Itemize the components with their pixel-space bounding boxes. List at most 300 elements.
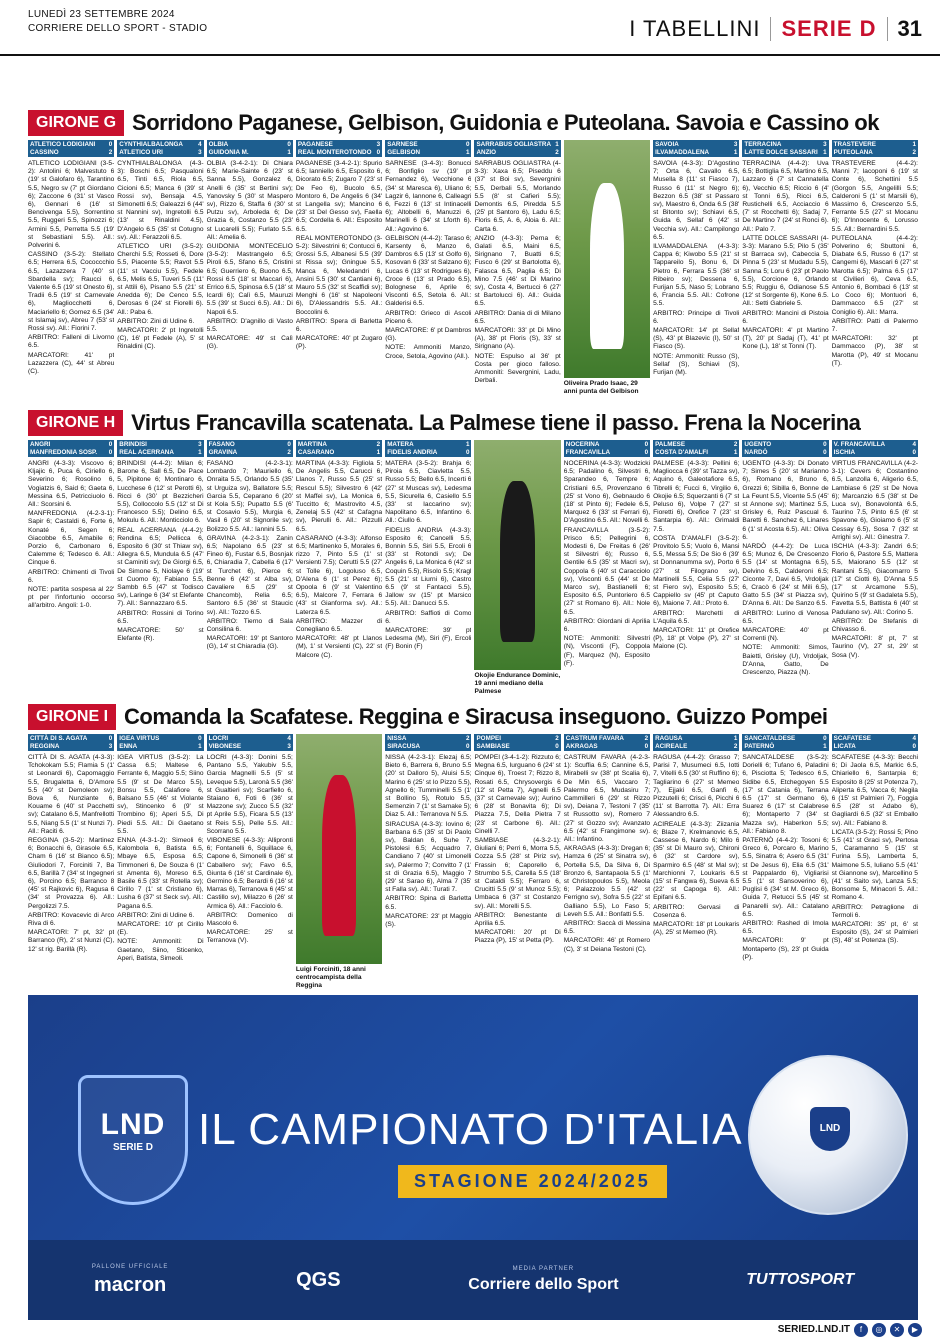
team-name: REAL MONTEROTONDO [297,148,372,156]
team-name: NARDÒ [744,448,768,456]
team-goals: 1 [733,735,738,742]
away-team-row [209,149,291,157]
match-report [117,140,203,402]
team-name: LICATA [833,742,856,750]
match-report [653,440,739,696]
report-paragraph: IGEA VIRTUS (3-5-2): La Cassa 6.5; Maltese 6, Ferrante 6, Maggio 5.5; Siino 5.5 (9' st De Marco 5.5), Bonsu 5.5, Calafiore 6, Balsano 5.5 (46' st Violante sv), Stincenko 6 (9' st Trombino 6); Aperi 5.5, Di Piedi 5.5. All.: Di Gaetano 5.5. [117,754,204,835]
team-goals: 2 [555,735,559,742]
team-name: REAL ACERRANA [119,448,174,456]
report-paragraph: RAGUSA (4-4-2): Grasso 7; Parisi 7, Musumeci 6.5, Iotti 7, Vitelli 6.5 (30' st Ruffino 6); Tagliarino 6 (27' st Memeo 7), Ejjaki 6.5, Ganfi 6, Pizzutelli 6; Crisci 6, Picchi 6 (11' st Barrotta 7). All.: Erra Alessandro 6.5. [653,754,740,819]
team-name: ILVAMADDALENA [655,148,710,156]
group-h-columns [28,440,918,696]
report-paragraph: PATERNÒ (4-4-2): Tosoni 6; Greco 6, Porcaro 6, Marino 5.5, Sinatra 6; Asero 6.5 (31' st De Jesus 6), Elia 6.5 (31' st Pappalardo 6), Vigliarisi 5.5 (1' st Sansoverino 6), Puglisi 6 (34' st M. Greco 6), Guida 7, Retucci 5.5 (45' st Panarelli sv). All.: Catalano 6.5. [742,837,829,918]
home-team-row [30,441,112,449]
group-i-banner [28,702,918,732]
away-team-row [119,149,201,157]
match-report [474,140,560,402]
team-name: NOCERINA [565,441,600,448]
away-team-row [744,149,826,157]
scoreline [207,140,293,157]
home-team-row [566,735,648,743]
team-name: CYNTHIALBALONGA [119,141,183,148]
scoreline [832,140,918,157]
team-goals: 3 [733,141,738,148]
home-team-row [30,735,112,743]
report-paragraph: CITTÀ DI S. AGATA (4-3-3): Tchokokam 5.5; Flamia 5 (1' st Leonardi 6), Capomaggio 5.5, Brugaletta 6, D'Amore 5.5 (40' st Demoleon sv); Bova 6, Nunziante 6, Kouame 6 (40' st Pacchetti sv); Catalano 6.5, Manfrellotti 5.5, Niang 5.5 (1' st Nunzi 7). All.: Raciti 6. [28,754,115,835]
team-goals: 2 [555,148,559,156]
report-paragraph: MARCATORI: 41' pt Lazazzera (C), 44' st Abreu (C). [28,351,115,376]
sponsor-name: macron [94,1273,167,1296]
ball-logo: LND [810,1107,850,1151]
sponsor-qgs [296,1269,340,1292]
ad-season: STAGIONE 2024/2025 [398,1165,667,1198]
team-name: SIRACUSA [387,742,421,750]
report-paragraph: ARBITRO: Grieco di Ascoli Piceno 6. [385,309,472,325]
report-paragraph: TERRACINA (4-4-2): Uva 6.5; Bottiglia 6.5, Martino 6.5, Lazzaro 6 (7' st Cannatella 6), Vecchio 6.5; Riccio 6 (4' st Tonni 6.5), Ricci 6.5, Rustichelli 6.5, Acciaccio 6 (7' st Rocchetti 6); Sadaj 7, De Martino 7 (24' st Ronci 6). All.: Palo 7. [742,160,829,233]
report-paragraph: MARCATORI: 9' pt Montaperto (S), 23' pt Guida (P). [742,937,829,961]
scoreline [832,440,918,457]
scoreline [117,140,203,157]
match-report [742,440,828,696]
team-name: GUIDONIA M. [208,148,249,156]
report-paragraph: ILVAMADDALENA (4-3-3): Cappa 6; Kiwobo 5.5 (21' st Tappareilo 5), Bonu 6, Di Pietro 6, Ferrara 5.5 (36' st Ribeiro sv); Dessena 6, Furijan 5.5, Naso 5; Lobrano 6, Francia 5.5. All.: Cofrone 5.5. [653,243,740,308]
team-goals: 0 [465,742,470,750]
report-paragraph: ARBITRO: D'agnillo di Vasto 5.5. [206,317,293,334]
scoreline [742,734,828,751]
home-team-row [744,141,826,149]
lnd-advertisement [28,995,918,1320]
team-goals: 2 [108,148,113,156]
scoreline [832,734,918,751]
team-goals: 2 [465,735,470,742]
team-goals: 1 [823,742,827,750]
away-team-row [834,149,916,157]
team-goals: 1 [912,141,916,148]
home-team-row [834,141,916,149]
match-report [296,140,382,402]
report-paragraph: ARBITRO: Rashed di Imola 6.5. [742,920,829,936]
match-report [28,140,114,402]
home-team-row [655,141,737,149]
home-team-row [298,441,380,449]
photo-caption: Okojie Endurance Dominic, 19 anni mediano della Palmese [474,672,561,695]
group-i-columns [28,734,918,990]
team-name: V. FRANCAVILLA [833,441,886,448]
team-goals: 3 [198,148,202,156]
team-name: PALMESE [655,441,686,448]
scoreline [653,734,739,751]
team-name: ACIREALE [655,742,688,750]
team-goals: 0 [465,141,470,148]
report-paragraph: ISCHIA (4-3-3): Zandri 6.5; Florio 6, Pastore 5.5, Mattera 5.5, Maiorano 5.5 (12' st Rantani 5.5), Giacomarro 5 (17' st Ciotti 6), D'Anna 5.5 (17' st Arcamone 5.5), Quirino 5 (9' st Gadaleta 5.5), Favetta 5.5, Battista 6 (40' st Padulano sv). All.: Corino 5. [831,543,918,616]
report-paragraph: ARBITRO: Mazzer di Conegliano 6.5. [295,617,383,634]
team-name: TRASTEVERE [833,141,877,148]
team-name: MANFREDONIA SOSP. [30,448,98,456]
scoreline [296,140,382,157]
away-team-row [387,743,469,751]
report-paragraph: ARBITRO: Domenico di Mascolo 6. [206,911,293,928]
player-photo-column [296,734,382,990]
away-team-row [834,449,916,457]
report-paragraph: NOTE: partita sospesa al 22' pt per l'infortunio occorso all'arbitro. Angoli: 1-0. [28,586,115,610]
team-name: CITTÀ DI S. AGATA [30,735,88,742]
team-name: FIDELIS ANDRIA [387,448,438,456]
report-paragraph: ARBITRO: Marchetti di L'Aquila 6.5. [653,609,740,625]
report-paragraph: ATLETICO LODIGIANI (3-5-2): Antolini 6; Malvestuto 6 (19' st Galofaro 6), Tarantino 5.5, Negro sv (7' pt Giordano 6); Zaccone 6 (31' st Vasco 6), Gennari 6 (16' st Bencivenga 5.5), Sorrentino 5.5, Ruggeri 5.5, Spinozzi 6; Armini 5.5, Perretta 5.5 (19' st Sebastiani 5.5). All.: Polverini 6. [28,160,115,250]
report-paragraph: ACIREALE (4-3-3): Ziizania 6; Blaze 7, Krelmanovic 6.5, Cassese 6, Nardo 6; Milo 6 (35' st Di Mauro sv), Chironi 6 (32' st Cardore sv), Sparmiro 6.5 (48' st Mal sv); Marchionni 7, Loukaris 6.5 (15' st Fangwa 6), Sueva 6.5 (22' st Capoga 6). All.: Epifani 6.5. [653,820,740,902]
team-goals: 1 [733,148,738,156]
team-goals: 0 [644,742,649,750]
sponsor-label: PALLONE UFFICIALE [91,1263,169,1270]
team-name: ANZIO [476,148,497,156]
sponsor-name: TUTTOSPORT [746,1271,855,1288]
team-name: CASARANO [297,448,335,456]
header-meta [28,8,207,36]
report-paragraph: FRANCAVILLA (3-5-2): Prisco 6.5; Pellegrini 6, Modesti 6, De Freitas 6 (26' st Silvestri 6); Russo 6, Gentile 6.5 (35' st Macri sv), Coppola 6 (40' st Caracciolo sv), Visconti 6.5 (44' st De Marco sv), Bastianelli 6; Esposito 6.5, Puntoriero 6.5 (27' st Romano 6). All.: Nole 6.5. [563,526,651,616]
report-paragraph: NOTE: Ammoniti: Russo (S), Sellaf (S), Schiavi (S), Furijan (M). [653,352,740,377]
report-paragraph: NOTE: Espulso al 36' pt Costa per gioco falloso. Ammoniti: Severgnini, Ladu, Derbali. [474,352,561,385]
report-paragraph: MARCATORE: 40' pt Correnti (N). [742,627,829,643]
group-h-banner [28,408,918,438]
match-report [296,440,382,696]
scoreline [28,734,114,751]
home-team-row [298,141,380,149]
team-goals: 1 [823,148,827,156]
report-paragraph: GRAVINA (4-2-3-1): Zanin 6.5; Napolano 6.5 (23' st Fineo 6), Fustar 6.5, Bosnjak 6, Chiaradia 7, Cabella 6 (17' st Turchet 6), Pierce 6; Benne 6 (42' st Alba sv), Cavaliere 6.5 (29' st Chancomb), Relia 6.5; Santoro 6.5 (36' st Staucic sv). All.: Tozzo 6.5. [206,534,293,616]
team-goals: 1 [198,742,202,750]
team-goals: 3 [108,742,113,750]
scoreline [474,734,560,751]
sponsor-tuttosport [746,1271,854,1289]
player-photo [474,440,560,670]
sponsor-corriere [468,1266,618,1294]
away-team-row [744,743,826,751]
report-paragraph: MARCATORE: 39' pt Ledesma (M), Siri (F), Ercoli (F) Bonin (F) [385,627,472,651]
header-paper: CORRIERE DELLO SPORT - STADIO [28,23,208,34]
report-paragraph: PAGANESE (3-4-2-1): Spurio 6.5; Ianniello 6.5, Esposito 6, Dicorato 6.5; Zugaro 7 (23' st De Feo 6), Bucolo 6.5, Montoro 6, De Angelis 6 (34' st Langella sv); Mancino 6 (23' st Del Gesso sv), Faella 6.5; Cordella 6. All.: Esposito 6.5. [295,160,383,233]
report-paragraph: ARBITRO: Mancini di Pistoia 6. [742,309,829,325]
lnd-shield-logo [78,1075,188,1205]
youtube-icon[interactable]: ▶ [908,1323,922,1337]
report-paragraph: SARNESE (3-4-3): Bonucci 6; Bonfiglio sv (19' pt Fernandez 6), Vecchione 6 (34' st Maresca 6), Uliano 6; Lagzir 6, Iannone 6, Calleagri 6, Fezzi 6 (13' st Intinacelli 6); Altobelli 6, Manuzzi 6, Marinelli 6 (34' st Lforth 6). All.: Agovino 6. [385,160,472,233]
team-goals: 0 [287,141,291,148]
facebook-icon[interactable]: f [854,1323,868,1337]
team-goals: 0 [108,735,113,742]
report-paragraph: UGENTO (4-3-3): Di Donato 7; Simes 5 (20' st Marianno 6), Romano 6, Bruno 6, Grezzi 6; Sibilla 6, Bonne de La Feunt 5.5, Vicente 5.5 (45' st Annone sv); Martinez 5.5, Grisley 6, Ruiz Pascual 6. Baretti 6. Sanchez 6, Linares 6 (1' st Acosta 6.5). All.: Oliva 6. [742,460,829,541]
away-team-row [655,743,737,751]
team-name: REGGINA [30,742,60,750]
home-team-row [209,141,291,149]
team-goals: 0 [912,448,916,456]
away-team-row [476,149,558,157]
report-paragraph: ENNA (4-3-1-2): Simeoli 6; Kalombola 6, Batista 6.5, Mbaye 6.5, Esposa 6.5; Timmoneri 6, De Souza 6 (1' st Amenta 6), Moreso 6.5, Basile 6.5 (33' st Rotella sv); Cirillo 7 (1' st Cristiano 6), Lusha 6 (37' st Seck sv). All.: Pagana 6.5. [117,837,204,910]
sponsor-name: QGS [296,1268,341,1291]
home-team-row [744,441,826,449]
report-paragraph: POMPEI (3-4-1-2): Rizzuto 6; Megna 6.5, Iurguano 6 (24' st Cinque 6), Troest 7; Rizzo 8, Rosati 6.5, Chrysovergis 6 (12' st Petta 7), Agnelli 6.5 (37' st Carnevale sv); Aurino 6 (28' st Bonavita 6); Di Piazza 7.5, Della Pietra 7 (23' st Carbone 6). All.: Cinelli 7. [474,754,561,835]
team-name: SAMBIASE [476,742,510,750]
match-report [117,440,203,696]
report-paragraph: ARBITRO: Chimenti di Tivoli 6. [28,568,115,584]
header-right [629,16,922,42]
away-team-row [744,449,826,457]
sponsor-macron [92,1264,169,1297]
scoreline [117,734,203,751]
home-team-row [834,735,916,743]
report-paragraph: MARCATORI: 2' pt Ingretolli (C), 16' pt Fedele (A), 5' st Rinaldini (C). [117,327,204,351]
team-name: COSTA D'AMALFI [655,448,708,456]
team-goals: 2 [733,441,738,448]
sponsor-label: MEDIA PARTNER [512,1266,575,1272]
report-paragraph: NARDÒ (4-4-2): De Luca 6.5; Munoz 6, De Crescenzo 5.5 (14' st Montagna 6.5), Delvino 6.5, Calderoni 6.5; Ciconte 7, Davi 6.5, Vrdoljak 6, Cracò 6 (24' st Mili 6.5), Gatto 5.5 (34' st Piazza sv), D'Anna 6. All.: De Sanzo 6.5. [742,543,829,608]
team-goals: 0 [376,148,381,156]
team-name: POMPEI [476,735,501,742]
team-goals: 4 [287,735,291,742]
away-team-row [387,149,469,157]
report-paragraph: ARBITRO: Spera di Barletta 6. [295,317,383,334]
page-number: 31 [897,16,922,41]
report-paragraph: ARBITRO: Saccà di Messina 6.5. [563,920,651,936]
group-h-tag: GIRONE H [28,410,123,436]
report-paragraph: MARCATORI: 11' pt Orefice (P), 18' pt Volpe (P), 27' st Maione (C). [653,627,740,651]
x-icon[interactable]: ✕ [890,1323,904,1337]
report-paragraph: ANGRI (4-3-3): Viscovo 6; Kljajic 6, Puca 6, Ciriello 6, Severino 6; Rosolino 6, Vogiatzis 6, Said 6; Gaeta 6, Messina 6.5, Petricciuolo 6. All.: Scorsini 6. [28,460,115,509]
report-paragraph: SCAFATESE (4-3-3): Becchi 6; Di Jaola 6.5, Markic 6.5, Chiariello 6, Santarpia 6; Esposito 8 (25' st Potenza 7), Aliperta 6.5, Vacca 6; Negila 6 (15' st Palmieri 7), Foggia 6.5 (28' st Adabo 6), Gagliardi 6.5 (32' st Emballo sv). All.: Fabiano 8. [831,754,918,827]
report-paragraph: MARCATORI: 7' pt, 32' pt Barranco (R), 2' st Nunzi (C), 12' st rig. Barillà (R). [28,929,115,953]
team-name: MATERA [387,441,414,448]
team-name: SANCATALDESE [744,735,796,742]
team-goals: 3 [376,141,381,148]
report-paragraph: FIDELIS ANDRIA (4-3-3): Esposito 6; Cancelli 5.5, Bonnin 5.5, Siri 5.5, Ercoli 6 (33' st Rotondi sv); De Angelis 6, La Monica 6 (42' st Coquin 5.5), Risolo 5.5; Kragl 5.5 (21' st Liurni 6), Castro 6.5 (9' st Fantacci 5.5), Jallow sv (15' pt Marsico 5.5). All.: Danucci 5.5. [385,526,472,608]
scoreline [653,440,739,457]
match-report [28,734,114,990]
away-team-row [566,743,648,751]
home-team-row [655,441,737,449]
report-paragraph: MARCATORE: 40' pt Zugaro (P). [295,335,383,351]
report-paragraph: CASSINO (3-5-2): Stellato 6.5; Herrera 6.5, Cococcchio 6.5, Lazazzera 7 (40' st Sbardella sv); Raucci 6, Valente 6.5 (19' st Onesto 6), Tradii 6.5 (19' st Carnevale 6), Magliocchetti 6, Maciariello 6; Gomez 6.5 (34' st Islamaj sv), Abreu 7 (53' st Rossi sv). All.: Fiorini 7. [28,251,115,333]
report-paragraph: MARCATORE: 50' st Elefante (R). [117,627,204,643]
away-team-row [119,743,201,751]
team-goals: 1 [376,448,381,456]
team-goals: 0 [465,448,470,456]
report-paragraph: VIBONESE (4-3-3): Allipronti 6; Fontanelli 6, Squillace 6, Capone 6, Simonelli 6 (36' st Caballero sv); Favo 6.5, Giunta 6 (16' st Cardinale 6), Germino 6.5; Berardi 6 (16' st Marras 6), Terranova 6 (45' st Castillo sv), Milazzo 6 (26' st Armica 6). All.: Facciolo 6. [206,837,293,910]
report-paragraph: PUTEOLANA (4-4-2): Polverino 6; Sbuttoni 6, Diabate 6.5, Russo 6 (17' st Cangemi 6), Mascari 6 (27' st Marotta 6.5); Palma 6.5 (17' st Civilieri 6), Ceva 6.5, Antonio 6, Bombaci 6 (13' st Lo Coco 6); Montuori 6, Dammacco 6.5 (27' st Coniglio 6). All.: Marra. [831,234,918,316]
lnd-logo-sub: SERIE D [112,1142,153,1153]
team-goals: 0 [108,441,113,448]
team-goals: 1 [287,148,291,156]
report-paragraph: REAL ACERRANA (4-4-2): Rendina 6.5; Pellicca 6, Esposito 6 (30' st Thiaw sv), Allegra 6.5, Mundula 6.5 (47' st Caminiti sv); De Giorgi 6.5, De Simone 5, Niolaye 6 (19' st Cuomo 6); Fabiano 5.5, Sambb 6.5 (47' st Todisco sv), Laringe 6 (34' st Elefante 7). All.: Sannazzaro 6.5. [117,526,204,608]
team-goals: 0 [644,448,649,456]
report-paragraph: SAVOIA (4-3-3): D'Agostino 7; Orta 6, Cavallo 6.5, Musella 8 (11' st Fiasco 7), Russo 6 (11' st Negro 6); Bezzon 6.5 (38' st Passaro sv), Maestro 6, Onda 6.5 (38' st Bitonto sv); Schiavi 6.5, Guida 6, Sellaf 6 (42' st Vecchia sv). All.: Campilongo 6.5. [653,160,740,241]
scoreline [742,140,828,157]
report-paragraph: GELBISON (4-4-2): Taraso 6; Karsenty 6, Manzo 6, Dambros 6.5 (13' st Golfo 6), Kosovan 6 (33' st Salzano 6); Lucas 6 (13' st Rodrigues 6), Croce 6 (13' st Prado 6.5), Bolognese 6, Aprile 6; Visconti 6.5, Setola 6. All.: Galderisi 6.5. [385,234,472,308]
report-paragraph: ATLETICO URI (3-5-2): Cherchi 5.5; Rosseti 6, Dore 5.5, Piacente 5.5; Ravot 5.5 (11' st Vacciu 5.5), Fedele 6.5, Melis 6.5, Tuveri 5.5 (11' st Attili 6), Pisano 5.5 (21' st Anedda 6); De Cenco 5.5, Derosas 6 (24' st Fiorelli 6). All.: Paba 6. [117,243,204,316]
report-paragraph: GUIDONIA MONTECELIO (3-5-2): Mastrangelo 6.5; Piroli 6.5, Sfano 6.5, Cristini 6.5; Guerriero 6, Buono 6.5, Rossi 6.5 (18' st Maccari 6), Errico 6.5, Spinosa 6.5 (18' st Icardi 6); Calì 6.5, Mauruzi 5.5 (39' st Succi 6.5). All.: Di Napoli 6.5. [206,243,293,316]
page-header [0,0,940,56]
header-date: LUNEDÌ 23 SETTEMBRE 2024 [28,9,175,20]
report-paragraph: ARBITRO: Saffioti di Como 6. [385,609,472,625]
report-paragraph: ARBITRO: Benestante di Aprilia 6.5. [474,911,561,928]
team-name: IGEA VIRTUS [119,735,160,742]
team-name: LOCRI [208,735,229,742]
scoreline [385,440,471,457]
team-name: FASANO [208,441,235,448]
report-paragraph: REGGINA (3-5-2): Martinez 6; Bonacchi 6, Girasole 6.5, Cham 6 (16' st Bianco 6.5); Giuliodori 7, Forciniti 7, Ba 6.5, Barillà 7 (34' st Ingegneri 6), Porcino 6.5; Barranco 8 (45' st Rajkovic 6), Ragusa 6 (34' st Provazza 6). All.: Pergolizzi 7.5. [28,837,115,910]
away-team-row [387,449,469,457]
report-paragraph: MANFREDONIA (4-2-3-1): Sapir 6; Castaldi 6, Forte 6, Konaté 6, Segen 6; Giacobbe 6.5, Amabile 6; Porzio 6, Carbonaro 6, Calemme 6; Tedesco 6. All.: Cinque 6. [28,510,115,567]
home-team-row [209,735,291,743]
home-team-row [476,735,558,743]
ad-headline: IL CAMPIONATO D'ITALIA [198,1105,743,1154]
report-paragraph: REAL MONTEROTONDO (3-5-2): Silvestrini 6; Contucci 6, Grossi 5.5, Albanesi 5.5 (39' st Rissa sv); Gningue 5.5, Manca 6, Meledandri 6, Ansini 5.5 (30' st Cantiani 6), Mauro 5.5 (32' st Scaffidi sv); Menghi 6 (16' st Napoleoni 6), D'Alessandris 5.5. All.: Boccolini 6. [295,234,383,316]
away-team-row [655,449,737,457]
scoreline [564,734,650,751]
team-name: SAVOIA [655,141,679,148]
scoreline [207,440,293,457]
report-paragraph: SARRABUS OGLIASTRA (4-3-3): Xaxa 6.5; Piseddu 6 (37' st Boi sv), Severgnini 5.5, Derbali 5.5, Morlando 5.5 (8' st Cafieri 5.5); Demontis 6.5, Piredda 5.5 (25' pt Santoro 6), Ladu 6.5; Floris 6.5, A. 6, Aloia 6. All.: Carta 6. [474,160,561,233]
report-paragraph: MARCATORI: 48' pt Llanos (M), 1' st Versienti (C), 22' st Malcore (C). [295,635,383,659]
team-name: FRANCAVILLA [565,448,611,456]
team-name: CASTRUM FAVARA [565,735,624,742]
match-report [207,440,293,696]
report-paragraph: MARCATORE: 25' st Terranova (V). [206,929,293,945]
team-name: AKRAGAS [565,742,598,750]
report-paragraph: MARCATORI: 19' pt Santoro (G), 14' st Chiaradia (G). [206,635,293,651]
footer-url[interactable]: SERIED.LND.IT [777,1324,850,1335]
match-report [832,140,918,402]
report-paragraph: MARCATORE: 6' pt Dambros (G). [385,327,472,343]
report-paragraph: MARTINA (4-3-3): Figliola 5; De Angelis 5.5, Carucci 6, Llanos 7, Russo 5.5 (25' st Rescul 5.5); Silvestro 6 (42' st Maffei sv), La Monica 6, Tuccitto 6; Mastrovito 4.5, Zenelaj 5.5 (42' st Cafagna sv), Pierulli 6. All.: Pizzulli 6.5. [295,460,383,533]
away-team-row [30,743,112,751]
group-h-title: Virtus Francavilla scatenata. La Palmese tiene il passo. Frena la Nocerina [131,410,861,435]
report-paragraph: BRINDISI (4-4-2): Milan 6; Barone 6, Sall 6.5, De Pace 5, Pipitone 6; Montinaro 6, Lucchese 6 (12' st Perotti 6), Ricci 6 (30' pt Bezzicheri 5.5), Colloccolo 5.5 (12' st Di Francesco 5.5); Delino 6.5, Mokulu 6. All.: Monticciolo 6. [117,460,204,525]
match-report [832,440,918,696]
team-name: GRAVINA [208,448,238,456]
group-i-title: Comanda la Scafatese. Reggina e Siracusa inseguono. Guizzo Pompei [124,704,828,729]
team-goals: 0 [108,448,113,456]
match-report [474,734,560,990]
away-team-row [209,449,291,457]
team-name: BRINDISI [119,441,147,448]
match-report [207,140,293,402]
scoreline [28,140,114,157]
report-paragraph: VIRTUS FRANCAVILLA (4-2-3-1): Cevers 6; Costantino 6.5, Lanzolla 6, Aligerio 6.5, Lambiase 6 (25' st De Nova 6); Marcanzio 6.5 (38' st De Luca sv), Bonavolontà 6.5, Taurino 7.5, Pinto 6.5 (6' st Spavone 6), Gioiamo 6 (5' st Cessay 6.5), Sosa 7 (32' st Arrighi sv). All.: Ginestra 7. [831,460,918,541]
home-team-row [119,441,201,449]
report-paragraph: OLBIA (3-4-2-1): Di Chiara 6.5; Marie-Sainte 6 (23' st Sanna 5.5), Gonzalez 6, Anelli 6 (35' st Bertini sv); Yanovsky 5 (30' st Maspero sv), Rizzo 6, Staffa 6 (30' st Putzu sv), Arboleda 6; De Grazia 6, Costanzo 5.5 (23' st Lucarelli 5.5); Furlato 5.5. All.: Amelia 6. [206,160,293,241]
match-report [742,140,828,402]
report-paragraph: ARBITRO: Petraglione di Termoli 6. [831,903,918,919]
player-figure [322,775,357,936]
report-paragraph: NISSA (4-2-3-1): Elezaj 6.5; Bieto 6, Barrera 6, Bruno 5.5 (20' st Dalloro 5), Aluisi 5.5; Marino 6 (25' st lo Pizzo 5.5), Agnello 6; Tumminelli 5.5 (1' st Bollino 5), Rotulo 5.5, Semenzin 7 (1' st Samake 5); Diaz 5. All.: Terranova N 5.5. [385,754,472,819]
instagram-icon[interactable]: ◎ [872,1323,886,1337]
team-goals: 0 [555,742,559,750]
team-name: PAGANESE [297,141,333,148]
match-report [564,734,650,990]
report-paragraph: ANZIO (4-3-3): Perna 6; Galati 6.5, Maini 6.5, Sirignano 7, Buatti 6.5; Fusco 6 (29' st Bartolotta 6), Falasca 6.5, Paglia 6.5; Di Mino 7.5 (46' st Di Marino sv), Costa 4, Bertucci 6 (27' st Bartolucci 6). All.: Guida 6.5. [474,234,561,308]
team-name: ANGRI [30,441,51,448]
report-paragraph: ARBITRO: Falleni di Livorno 6.5. [28,334,115,350]
header-divider [770,17,771,41]
team-name: PUTEOLANA [833,148,873,156]
report-paragraph: MARCATORI: 32' pt Dammacco (P), 38' st Marotta (P), 49' st Mocanu (T). [831,335,918,367]
player-figure [500,481,535,642]
team-name: LATTE DOLCE SASSARI [744,148,818,156]
match-report [207,734,293,990]
report-paragraph: LICATA (3-5-2): Rossi 5; Pino 5.5 (41' st Graci sv), Pertosa 5, Caramanno 5 (15' st Furina 5.5), Lamberta 5, Maimone 5.5, Iuliano 5.5 (41' st Giannone sv), Marcellino 5 (41' st Saito sv), Lanza 5.5; Bonsome 5, Minacori 5. All.: Romano 4. [831,828,918,902]
report-paragraph: MARCATORI: 4' pt Martino (T), 20' pt Sadaj (T), 41' pt Kone (L), 18' st Tonni (T). [742,327,829,351]
report-paragraph: ARBITRO: Dania di di Milano 6.5. [474,309,561,325]
report-paragraph: ARBITRO: Lurino di Venosa 6.5. [742,609,829,625]
away-team-row [119,449,201,457]
football-icon [748,1055,908,1215]
match-report [742,734,828,990]
header-divider [887,17,888,41]
report-paragraph: NOTE: Ammoniti: Simos, Baietti, Grisley (U), Vrdoljak, D'Anna, Gatto, De Crescenzo, Piazza (N). [742,644,829,677]
report-paragraph: MARCATORI: 35' pt, 6' st Esposito (S), 24' st Palmieri (S), 48' st Potenza (S). [831,921,918,945]
team-name: VIBONESE [208,742,242,750]
report-paragraph: MARCATORI: 18' pt Loukaris (A), 25' st Memeo (R). [653,921,740,937]
team-goals: 1 [465,441,470,448]
home-team-row [209,441,291,449]
report-paragraph: MARCATORE: 10' pt Cirillo (E). [117,921,204,937]
report-paragraph: ARBITRO: Gervasi di Cosenza 6. [653,903,740,919]
away-team-row [298,449,380,457]
team-goals: 2 [733,742,738,750]
group-g-title: Sorridono Paganese, Gelbison, Guidonia e Puteolana. Savoia e Cassino ok [132,110,879,135]
home-team-row [30,141,112,149]
team-goals: 0 [198,735,202,742]
page-footer [0,1320,940,1340]
team-name: ENNA [119,742,138,750]
scoreline [564,440,650,457]
report-paragraph: NOTE: Ammoniti: Silvestri (N), Visconti (F), Coppola (F), Marquez (N), Esposito (F). [563,635,651,667]
player-photo-column [474,440,560,696]
team-name: MARTINA [297,441,327,448]
report-paragraph: NOTE: Ammoniti: Di Gaetano, Siino, Sticenko, Aperi, Batista, Simeoli. [117,938,204,962]
scoreline [117,440,203,457]
team-name: ATLETICO LODIGIANI [30,141,96,148]
report-paragraph: TRASTEVERE (4-4-2): Manni 7; Iacoponi 6 (19' st Conte 6), Schettini 5.5 (Gorgon 5.5, Angelilli 5.5; Calderoni 5 (1' st Marsili 6), Massimo 6, Crescenzo 5.5, Ferrante 5.5 (27' st Mocanu 6); D'Innocente 6, Lorusso 5.5. All.: Bernardini 5.5. [831,160,918,233]
away-team-row [476,743,558,751]
report-paragraph: ARBITRO: Tierno di Sala Consilina 6. [206,617,293,634]
team-name: UGENTO [744,441,772,448]
scoreline [474,140,560,157]
report-paragraph: LOCRI (4-3-3): Donini 5.5; Pantano 5.5, Yakubiv 5.5, Garcia Magnelli 5.5 (5' st Leveque 5.5), Laronà 5.5 (36' st Gualtieri sv); Scarfiello 6, Staiano 6, Foti 6 (36' st Mazzone sv); Zucco 5.5 (32' pt Aprile 5.5), Ficara 5.5 (13' st Reis 5.5), Pelle 5.5. All.: Scorrano 5.5. [206,754,293,835]
away-team-row [834,743,916,751]
home-team-row [387,441,469,449]
team-goals: 2 [376,441,381,448]
report-paragraph: MARCATORI: 8' pt, 7' st Taurino (V), 27' st, 29' st Sosa (V). [831,635,918,659]
away-team-row [566,449,648,457]
report-paragraph: NOCERINA (4-3-3): Wodzicki 6.5; Padalino 6, Silvestri 6, Sparandeo 6, Tempre 6; Cristiani 6.5, Provenzano 6 (25' st Vono 6), Gebnaudo 6 (18' st Pinto 6); Fedele 6.5, Marquez 6 (33' st Ferrari 6), D'Agostino 6.5. All.: Novelli 6. [563,460,651,525]
scoreline [653,140,739,157]
scoreline [296,440,382,457]
report-paragraph: PALMESE (4-3-3): Pellini 6; Magliocca 6 (39' st Tazza sv), Aquino 6, Galeotafiore 6.5, Tibrelli 6; Fucci 6, Virgilio 6, Okojie 6.5; Squerzanti 6 (7' st Peluso 6), Volpe 7 (27' st Fioretti 6), Orefice 7 (23' st Santarpia 6). All.: Grimaldi 7.5. [653,460,740,533]
team-goals: 4 [198,141,202,148]
team-goals: 1 [733,448,738,456]
team-name: PATERNÒ [744,742,775,750]
report-paragraph: LATTE DOLCE SASSARI (4-3-3): Marano 5.5; Pilo 5 (35' st Barraca sv), Cabeccia 5, Pinna 5 (23' st Mudadu 5.5), Sanna 5; Loru 6 (23' pt Paolo 5.5), Corcione 6, Orlando 5.5; Ruggiu 6, Odianose 5.5 (12' st Sorgente 6), Kone 6.5. All.: Setti Gabriele 5. [742,234,829,308]
scoreline [28,440,114,457]
report-paragraph: CASTRUM FAVARA (4-2-3-1): Scuffia 6.5; Cannine 6.5, Mirabelli sv (38' pt Scalia 6), De Min 6.5, Vaccaro 7; Palermo 6.5, Mudasiru 7; Cammilleri 6 (29' st Rizzo sv), Deiana 7, Testoni 7 (35' st Russotto sv), Romero 7 (27' st Gozzo sv); Avanzato 6.5 (42' st Frangimone sv). All.: Infantino. [563,754,651,844]
match-report [117,734,203,990]
team-goals: 4 [912,735,916,742]
report-paragraph: MARCATORI: 20' pt Di Piazza (P), 15' st Petta (P). [474,929,561,945]
home-team-row [744,735,826,743]
team-goals: 1 [465,148,470,156]
team-goals: 0 [108,141,113,148]
section-title: I TABELLINI [629,16,761,41]
report-paragraph: MATERA (3-5-2): Brahja 6; Piroia 6.5, Ciavletta 5.5, Russo 5.5; Bello 6.5, Incerti 6 (27' st Muscas sv), Ledesma 5.5, Sicurella 6, Casiello 5.5 (33' st Iaccarino sv); Napolitano 6.5, Infantino 6. All.: Ciullo 6. [385,460,472,525]
